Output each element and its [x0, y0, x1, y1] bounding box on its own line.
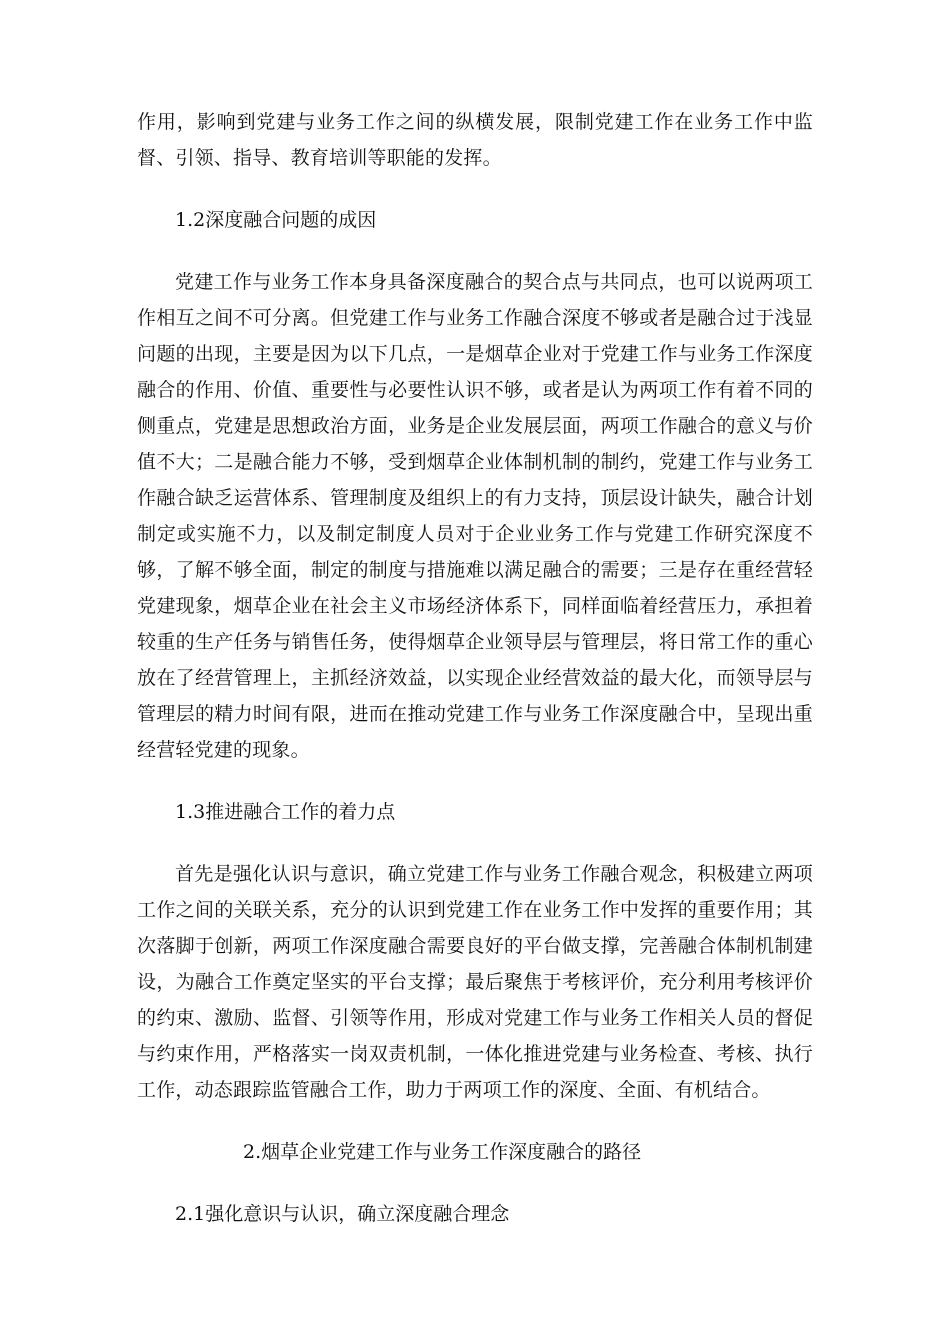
paragraph-1-2: 党建工作与业务工作本身具备深度融合的契合点与共同点，也可以说两项工作相互之间不可分离。但党建工作与业务工作融合深度不够或者是融合过于浅显问题的出现，主要是因为以下几点，一是烟草企业对于党建工作与业务工作深度融合的作用、价值、重要性与必要性认识不够，或者是认为两项工作有着不同的侧重点，党建是思想政治方面，业务是企业发展层面，两项工作融合的意义与价值不大；二是融合能力不够，受到烟草企业体制机制的制约，党建工作与业务工作融合缺乏运营体系、管理制度及组织上的有力支持，顶层设计缺失，融合计划制定或实施不力，以及制定制度人员对于企业业务工作与党建工作研究深度不够，了解不够全面，制定的制度与措施难以满足融合的需要；三是存在重经营轻党建现象，烟草企业在社会主义市场经济体系下，同样面临着经营压力，承担着较重的生产任务与销售任务，使得烟草企业领导层与管理层，将日常工作的重心放在了经营管理上，主抓经济效益，以实现企业经营效益的最大化，而领导层与管理层的精力时间有限，进而在推动党建工作与业务工作深度融合中，呈现出重经营轻党建的现象。	[137, 271, 813, 761]
spacer	[137, 1108, 813, 1134]
document-page	[137, 104, 813, 1232]
section-heading-1-3: 1.3推进融合工作的着力点	[175, 801, 396, 823]
chapter-heading-2: 2.烟草企业党建工作与业务工作深度融合的路径	[243, 1141, 642, 1163]
spacer	[137, 768, 813, 794]
section-heading-2-1: 2.1强化意识与认识，确立深度融合理念	[175, 1203, 510, 1225]
spacer	[137, 238, 813, 264]
section-heading-1-2: 1.2深度融合问题的成因	[175, 209, 377, 231]
spacer	[137, 1170, 813, 1196]
spacer	[137, 830, 813, 856]
paragraph-intro-continuation: 作用，影响到党建与业务工作之间的纵横发展，限制党建工作在业务工作中监督、引领、指导、教育培训等职能的发挥。	[137, 111, 813, 169]
paragraph-1-3: 首先是强化认识与意识，确立党建工作与业务工作融合观念，积极建立两项工作之间的关联关系，充分的认识到党建工作在业务工作中发挥的重要作用；其次落脚于创新，两项工作深度融合需要良好的平台做支撑，完善融合体制机制建设，为融合工作奠定坚实的平台支撑；最后聚焦于考核评价，充分利用考核评价的约束、激励、监督、引领等作用，形成对党建工作与业务工作相关人员的督促与约束作用，严格落实一岗双责机制，一体化推进党建与业务检查、考核、执行工作，动态跟踪监管融合工作，助力于两项工作的深度、全面、有机结合。	[137, 863, 813, 1101]
spacer	[137, 176, 813, 202]
